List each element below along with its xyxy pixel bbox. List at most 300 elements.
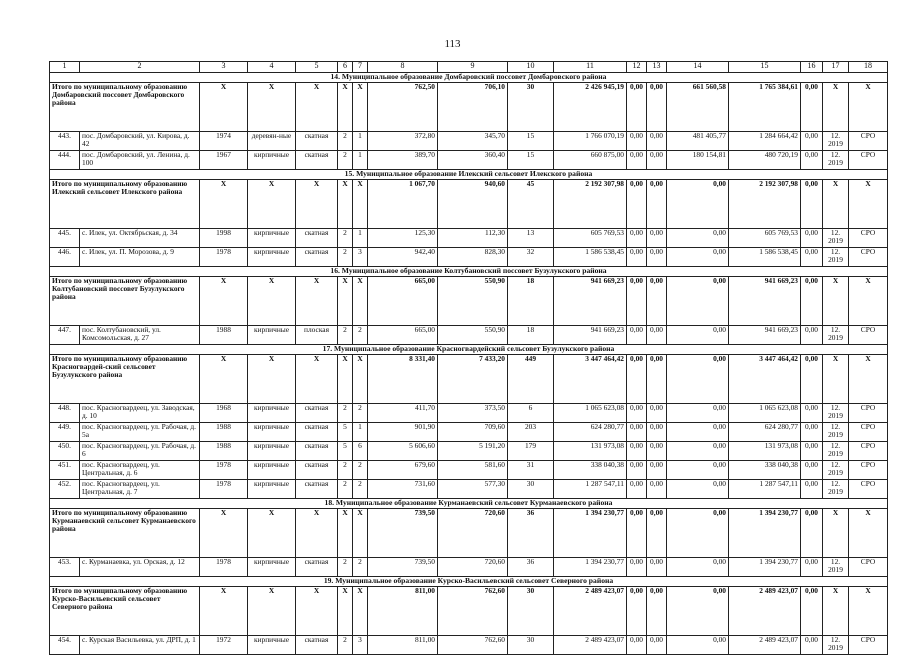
- total-c13: 0,00: [647, 587, 667, 636]
- total-c5: X: [296, 355, 338, 404]
- roof-type: скатная: [296, 558, 338, 577]
- total-residents: 30: [508, 587, 554, 636]
- row-cost_total: 1 766 070,19: [554, 132, 627, 151]
- building-address: пос. Красногвардеец, ул. Рабочая, д. 6: [80, 442, 200, 461]
- entrances: 3: [353, 636, 368, 655]
- method: СРО: [849, 248, 888, 267]
- total-c17: X: [823, 587, 849, 636]
- building-row: [50, 248, 888, 267]
- row-c13: 0,00: [647, 480, 667, 499]
- row-cost_total: 660 875,00: [554, 151, 627, 170]
- row-c15: 605 769,53: [729, 229, 801, 248]
- total-c3: X: [200, 180, 248, 229]
- completion-date: 12. 2019: [823, 423, 849, 442]
- row-number: 446.: [50, 248, 80, 267]
- row-c13: 0,00: [647, 229, 667, 248]
- method: СРО: [849, 423, 888, 442]
- total-c4: X: [248, 277, 296, 326]
- completion-date: 12. 2019: [823, 461, 849, 480]
- row-c15: 480 720,19: [729, 151, 801, 170]
- row-area_total: 411,70: [368, 404, 438, 423]
- row-area_living: 112,30: [438, 229, 508, 248]
- row-c16: 0,00: [801, 229, 823, 248]
- column-number: 12: [627, 62, 647, 73]
- total-c5: X: [296, 83, 338, 132]
- total-c6: X: [338, 180, 353, 229]
- total-c14: 0,00: [667, 355, 729, 404]
- row-c14: 0,00: [667, 480, 729, 499]
- column-number: 7: [353, 62, 368, 73]
- total-c6: X: [338, 355, 353, 404]
- row-c15: 2 489 423,07: [729, 636, 801, 655]
- wall-material: кирпичные: [248, 636, 296, 655]
- wall-material: кирпичные: [248, 229, 296, 248]
- group-total-row: [50, 355, 888, 404]
- column-number: 8: [368, 62, 438, 73]
- row-c12: 0,00: [627, 132, 647, 151]
- method: СРО: [849, 229, 888, 248]
- section-title-row: [50, 73, 888, 83]
- floors: 2: [338, 636, 353, 655]
- method: СРО: [849, 461, 888, 480]
- row-c14: 0,00: [667, 636, 729, 655]
- row-c12: 0,00: [627, 558, 647, 577]
- column-number: 18: [849, 62, 888, 73]
- row-c14: 0,00: [667, 461, 729, 480]
- total-c4: X: [248, 83, 296, 132]
- build-year: 1998: [200, 229, 248, 248]
- total-c15: 2 489 423,07: [729, 587, 801, 636]
- total-c13: 0,00: [647, 509, 667, 558]
- total-area_living: 762,60: [438, 587, 508, 636]
- row-c13: 0,00: [647, 558, 667, 577]
- row-number: 452.: [50, 480, 80, 499]
- total-area_living: 706,10: [438, 83, 508, 132]
- total-c16: 0,00: [801, 83, 823, 132]
- total-c17: X: [823, 509, 849, 558]
- row-c16: 0,00: [801, 404, 823, 423]
- total-cost_total: 1 394 230,77: [554, 509, 627, 558]
- section-title: 15. Муниципальное образование Илекский сельсовет Илекского района: [50, 170, 888, 180]
- total-cost_total: 2 192 307,98: [554, 180, 627, 229]
- total-c14: 0,00: [667, 509, 729, 558]
- total-c16: 0,00: [801, 355, 823, 404]
- completion-date: 12. 2019: [823, 151, 849, 170]
- row-c16: 0,00: [801, 558, 823, 577]
- row-c13: 0,00: [647, 423, 667, 442]
- column-number: 5: [296, 62, 338, 73]
- total-c18: X: [849, 509, 888, 558]
- row-cost_total: 2 489 423,07: [554, 636, 627, 655]
- total-c16: 0,00: [801, 587, 823, 636]
- row-residents: 30: [508, 480, 554, 499]
- row-residents: 36: [508, 558, 554, 577]
- row-area_living: 345,70: [438, 132, 508, 151]
- total-c18: X: [849, 180, 888, 229]
- building-row: [50, 132, 888, 151]
- section-title-row: [50, 499, 888, 509]
- section-title: 17. Муниципальное образование Красногвардейский сельсовет Бузулукского района: [50, 345, 888, 355]
- building-address: пос. Колтубановский, ул. Комсомольская, д. 27: [80, 326, 200, 345]
- total-c17: X: [823, 277, 849, 326]
- row-area_living: 373,50: [438, 404, 508, 423]
- method: СРО: [849, 480, 888, 499]
- wall-material: кирпичные: [248, 442, 296, 461]
- row-number: 448.: [50, 404, 80, 423]
- floors: 2: [338, 248, 353, 267]
- row-c13: 0,00: [647, 442, 667, 461]
- building-row: [50, 461, 888, 480]
- row-area_total: 901,90: [368, 423, 438, 442]
- method: СРО: [849, 636, 888, 655]
- floors: 2: [338, 151, 353, 170]
- total-c7: X: [353, 83, 368, 132]
- row-area_total: 125,30: [368, 229, 438, 248]
- total-c17: X: [823, 83, 849, 132]
- row-residents: 32: [508, 248, 554, 267]
- row-area_total: 679,60: [368, 461, 438, 480]
- entrances: 2: [353, 558, 368, 577]
- total-residents: 36: [508, 509, 554, 558]
- entrances: 3: [353, 248, 368, 267]
- floors: 2: [338, 229, 353, 248]
- total-c3: X: [200, 587, 248, 636]
- row-residents: 31: [508, 461, 554, 480]
- column-number: 3: [200, 62, 248, 73]
- column-number: 11: [554, 62, 627, 73]
- floors: 2: [338, 404, 353, 423]
- total-c12: 0,00: [627, 587, 647, 636]
- build-year: 1967: [200, 151, 248, 170]
- row-c14: 0,00: [667, 442, 729, 461]
- row-c14: 0,00: [667, 229, 729, 248]
- building-row: [50, 326, 888, 345]
- row-c12: 0,00: [627, 248, 647, 267]
- row-c12: 0,00: [627, 151, 647, 170]
- roof-type: скатная: [296, 461, 338, 480]
- row-number: 449.: [50, 423, 80, 442]
- total-c14: 0,00: [667, 180, 729, 229]
- row-cost_total: 1 586 538,45: [554, 248, 627, 267]
- section-title: 18. Муниципальное образование Курманаевский сельсовет Курманаевского района: [50, 499, 888, 509]
- row-area_living: 5 191,20: [438, 442, 508, 461]
- floors: 2: [338, 558, 353, 577]
- total-residents: 449: [508, 355, 554, 404]
- total-c6: X: [338, 587, 353, 636]
- total-label: Итого по муниципальному образованию Курско-Васильевский сельсовет Северного района: [50, 587, 200, 636]
- entrances: 1: [353, 229, 368, 248]
- column-number: 15: [729, 62, 801, 73]
- build-year: 1968: [200, 404, 248, 423]
- row-c14: 0,00: [667, 248, 729, 267]
- total-c4: X: [248, 509, 296, 558]
- building-address: пос. Красногвардеец, ул. Центральная, д. 7: [80, 480, 200, 499]
- total-c13: 0,00: [647, 355, 667, 404]
- completion-date: 12. 2019: [823, 442, 849, 461]
- total-c18: X: [849, 355, 888, 404]
- row-area_total: 389,70: [368, 151, 438, 170]
- total-c13: 0,00: [647, 277, 667, 326]
- row-c14: 481 405,77: [667, 132, 729, 151]
- roof-type: плоская: [296, 326, 338, 345]
- build-year: 1978: [200, 461, 248, 480]
- row-c15: 1 586 538,45: [729, 248, 801, 267]
- row-number: 447.: [50, 326, 80, 345]
- wall-material: кирпичные: [248, 326, 296, 345]
- group-total-row: [50, 587, 888, 636]
- row-area_total: 5 606,60: [368, 442, 438, 461]
- column-number: 16: [801, 62, 823, 73]
- wall-material: деревян-ные: [248, 132, 296, 151]
- total-label: Итого по муниципальному образованию Илекский сельсовет Илекского района: [50, 180, 200, 229]
- row-residents: 13: [508, 229, 554, 248]
- row-area_total: 731,60: [368, 480, 438, 499]
- total-residents: 30: [508, 83, 554, 132]
- total-c18: X: [849, 587, 888, 636]
- row-area_total: 739,50: [368, 558, 438, 577]
- total-area_total: 8 331,40: [368, 355, 438, 404]
- roof-type: скатная: [296, 132, 338, 151]
- total-area_living: 7 433,20: [438, 355, 508, 404]
- total-c3: X: [200, 83, 248, 132]
- building-row: [50, 442, 888, 461]
- total-c4: X: [248, 587, 296, 636]
- group-total-row: [50, 509, 888, 558]
- total-c15: 3 447 464,42: [729, 355, 801, 404]
- wall-material: кирпичные: [248, 404, 296, 423]
- row-c12: 0,00: [627, 326, 647, 345]
- build-year: 1988: [200, 423, 248, 442]
- row-c16: 0,00: [801, 132, 823, 151]
- entrances: 6: [353, 442, 368, 461]
- column-number: 14: [667, 62, 729, 73]
- floors: 5: [338, 442, 353, 461]
- row-cost_total: 941 669,23: [554, 326, 627, 345]
- row-number: 443.: [50, 132, 80, 151]
- section-title: 19. Муниципальное образование Курско-Васильевский сельсовет Северного района: [50, 577, 888, 587]
- row-c12: 0,00: [627, 480, 647, 499]
- row-c16: 0,00: [801, 326, 823, 345]
- total-cost_total: 2 426 945,19: [554, 83, 627, 132]
- roof-type: скатная: [296, 636, 338, 655]
- building-row: [50, 480, 888, 499]
- row-cost_total: 131 973,08: [554, 442, 627, 461]
- row-c16: 0,00: [801, 480, 823, 499]
- row-c16: 0,00: [801, 442, 823, 461]
- total-c12: 0,00: [627, 83, 647, 132]
- total-c7: X: [353, 180, 368, 229]
- total-c14: 0,00: [667, 277, 729, 326]
- total-label: Итого по муниципальному образованию Курманаевский сельсовет Курманаевского района: [50, 509, 200, 558]
- column-number: 13: [647, 62, 667, 73]
- row-residents: 6: [508, 404, 554, 423]
- row-c12: 0,00: [627, 229, 647, 248]
- total-label: Итого по муниципальному образованию Домбаровский поссовет Домбаровского района: [50, 83, 200, 132]
- total-c12: 0,00: [627, 509, 647, 558]
- row-number: 450.: [50, 442, 80, 461]
- section-title-row: [50, 577, 888, 587]
- section-title-row: [50, 170, 888, 180]
- building-address: пос. Домбаровский, ул. Ленина, д. 100: [80, 151, 200, 170]
- row-cost_total: 338 040,38: [554, 461, 627, 480]
- completion-date: 12. 2019: [823, 229, 849, 248]
- building-address: пос. Красногвардеец, ул. Заводская, д. 10: [80, 404, 200, 423]
- row-c12: 0,00: [627, 636, 647, 655]
- row-area_living: 360,40: [438, 151, 508, 170]
- row-c12: 0,00: [627, 423, 647, 442]
- roof-type: скатная: [296, 480, 338, 499]
- total-c3: X: [200, 509, 248, 558]
- build-year: 1978: [200, 480, 248, 499]
- section-title-row: [50, 345, 888, 355]
- row-area_living: 581,60: [438, 461, 508, 480]
- building-address: пос. Красногвардеец, ул. Центральная, д. 6: [80, 461, 200, 480]
- total-c4: X: [248, 180, 296, 229]
- row-cost_total: 605 769,53: [554, 229, 627, 248]
- wall-material: кирпичные: [248, 151, 296, 170]
- building-address: с. Курская Васильевка, ул. ДРП, д. 1: [80, 636, 200, 655]
- floors: 5: [338, 423, 353, 442]
- total-label: Итого по муниципальному образованию Колтубановский поссовет Бузулукского района: [50, 277, 200, 326]
- method: СРО: [849, 326, 888, 345]
- row-c13: 0,00: [647, 248, 667, 267]
- entrances: 2: [353, 480, 368, 499]
- entrances: 1: [353, 132, 368, 151]
- total-c18: X: [849, 83, 888, 132]
- total-area_total: 1 067,70: [368, 180, 438, 229]
- row-c16: 0,00: [801, 461, 823, 480]
- row-area_living: 550,90: [438, 326, 508, 345]
- roof-type: скатная: [296, 151, 338, 170]
- row-c15: 338 040,38: [729, 461, 801, 480]
- floors: 2: [338, 132, 353, 151]
- group-total-row: [50, 277, 888, 326]
- row-c14: 0,00: [667, 404, 729, 423]
- row-c12: 0,00: [627, 442, 647, 461]
- building-address: пос. Домбаровский, ул. Кирова, д. 42: [80, 132, 200, 151]
- method: СРО: [849, 404, 888, 423]
- method: СРО: [849, 132, 888, 151]
- row-number: 445.: [50, 229, 80, 248]
- row-c15: 941 669,23: [729, 326, 801, 345]
- total-c16: 0,00: [801, 277, 823, 326]
- completion-date: 12. 2019: [823, 132, 849, 151]
- row-c14: 180 154,81: [667, 151, 729, 170]
- row-residents: 18: [508, 326, 554, 345]
- total-area_total: 739,50: [368, 509, 438, 558]
- column-number: 1: [50, 62, 80, 73]
- row-cost_total: 1 287 547,11: [554, 480, 627, 499]
- total-label: Итого по муниципальному образованию Красногвардей-ский сельсовет Бузулукского района: [50, 355, 200, 404]
- row-c16: 0,00: [801, 636, 823, 655]
- page-number: 113: [444, 38, 461, 50]
- row-residents: 203: [508, 423, 554, 442]
- row-c16: 0,00: [801, 423, 823, 442]
- total-c6: X: [338, 509, 353, 558]
- total-residents: 18: [508, 277, 554, 326]
- floors: 2: [338, 461, 353, 480]
- row-c14: 0,00: [667, 423, 729, 442]
- row-c16: 0,00: [801, 248, 823, 267]
- row-area_total: 811,00: [368, 636, 438, 655]
- build-year: 1978: [200, 248, 248, 267]
- total-c15: 1 765 384,61: [729, 83, 801, 132]
- completion-date: 12. 2019: [823, 480, 849, 499]
- row-c15: 1 394 230,77: [729, 558, 801, 577]
- entrances: 1: [353, 423, 368, 442]
- total-cost_total: 3 447 464,42: [554, 355, 627, 404]
- row-c13: 0,00: [647, 151, 667, 170]
- wall-material: кирпичные: [248, 248, 296, 267]
- total-c7: X: [353, 277, 368, 326]
- entrances: 2: [353, 326, 368, 345]
- group-total-row: [50, 83, 888, 132]
- total-c6: X: [338, 83, 353, 132]
- group-total-row: [50, 180, 888, 229]
- completion-date: 12. 2019: [823, 636, 849, 655]
- building-address: пос. Красногвардеец, ул. Рабочая, д. 5а: [80, 423, 200, 442]
- row-c13: 0,00: [647, 132, 667, 151]
- row-c12: 0,00: [627, 461, 647, 480]
- total-c4: X: [248, 355, 296, 404]
- total-c5: X: [296, 180, 338, 229]
- building-row: [50, 151, 888, 170]
- section-title: 16. Муниципальное образование Колтубановский поссовет Бузулукского района: [50, 267, 888, 277]
- total-c17: X: [823, 355, 849, 404]
- total-c12: 0,00: [627, 355, 647, 404]
- row-c12: 0,00: [627, 404, 647, 423]
- row-residents: 15: [508, 132, 554, 151]
- total-area_total: 762,50: [368, 83, 438, 132]
- row-c13: 0,00: [647, 636, 667, 655]
- wall-material: кирпичные: [248, 480, 296, 499]
- row-c14: 0,00: [667, 558, 729, 577]
- row-number: 444.: [50, 151, 80, 170]
- total-c13: 0,00: [647, 83, 667, 132]
- roof-type: скатная: [296, 404, 338, 423]
- total-cost_total: 941 669,23: [554, 277, 627, 326]
- entrances: 1: [353, 151, 368, 170]
- total-area_total: 665,00: [368, 277, 438, 326]
- build-year: 1978: [200, 558, 248, 577]
- total-c18: X: [849, 277, 888, 326]
- row-c15: 1 065 623,08: [729, 404, 801, 423]
- roof-type: скатная: [296, 423, 338, 442]
- building-address: с. Илек, ул. Октябрьская, д. 34: [80, 229, 200, 248]
- row-area_total: 665,00: [368, 326, 438, 345]
- building-row: [50, 636, 888, 655]
- total-c3: X: [200, 277, 248, 326]
- total-c15: 2 192 307,98: [729, 180, 801, 229]
- roof-type: скатная: [296, 229, 338, 248]
- entrances: 2: [353, 461, 368, 480]
- total-c13: 0,00: [647, 180, 667, 229]
- build-year: 1974: [200, 132, 248, 151]
- total-area_living: 720,60: [438, 509, 508, 558]
- floors: 2: [338, 480, 353, 499]
- row-residents: 15: [508, 151, 554, 170]
- column-number: 17: [823, 62, 849, 73]
- row-area_living: 709,60: [438, 423, 508, 442]
- row-number: 454.: [50, 636, 80, 655]
- total-c12: 0,00: [627, 277, 647, 326]
- row-c15: 1 284 664,42: [729, 132, 801, 151]
- total-c7: X: [353, 509, 368, 558]
- total-area_total: 811,00: [368, 587, 438, 636]
- row-residents: 179: [508, 442, 554, 461]
- row-cost_total: 1 394 230,77: [554, 558, 627, 577]
- build-year: 1988: [200, 326, 248, 345]
